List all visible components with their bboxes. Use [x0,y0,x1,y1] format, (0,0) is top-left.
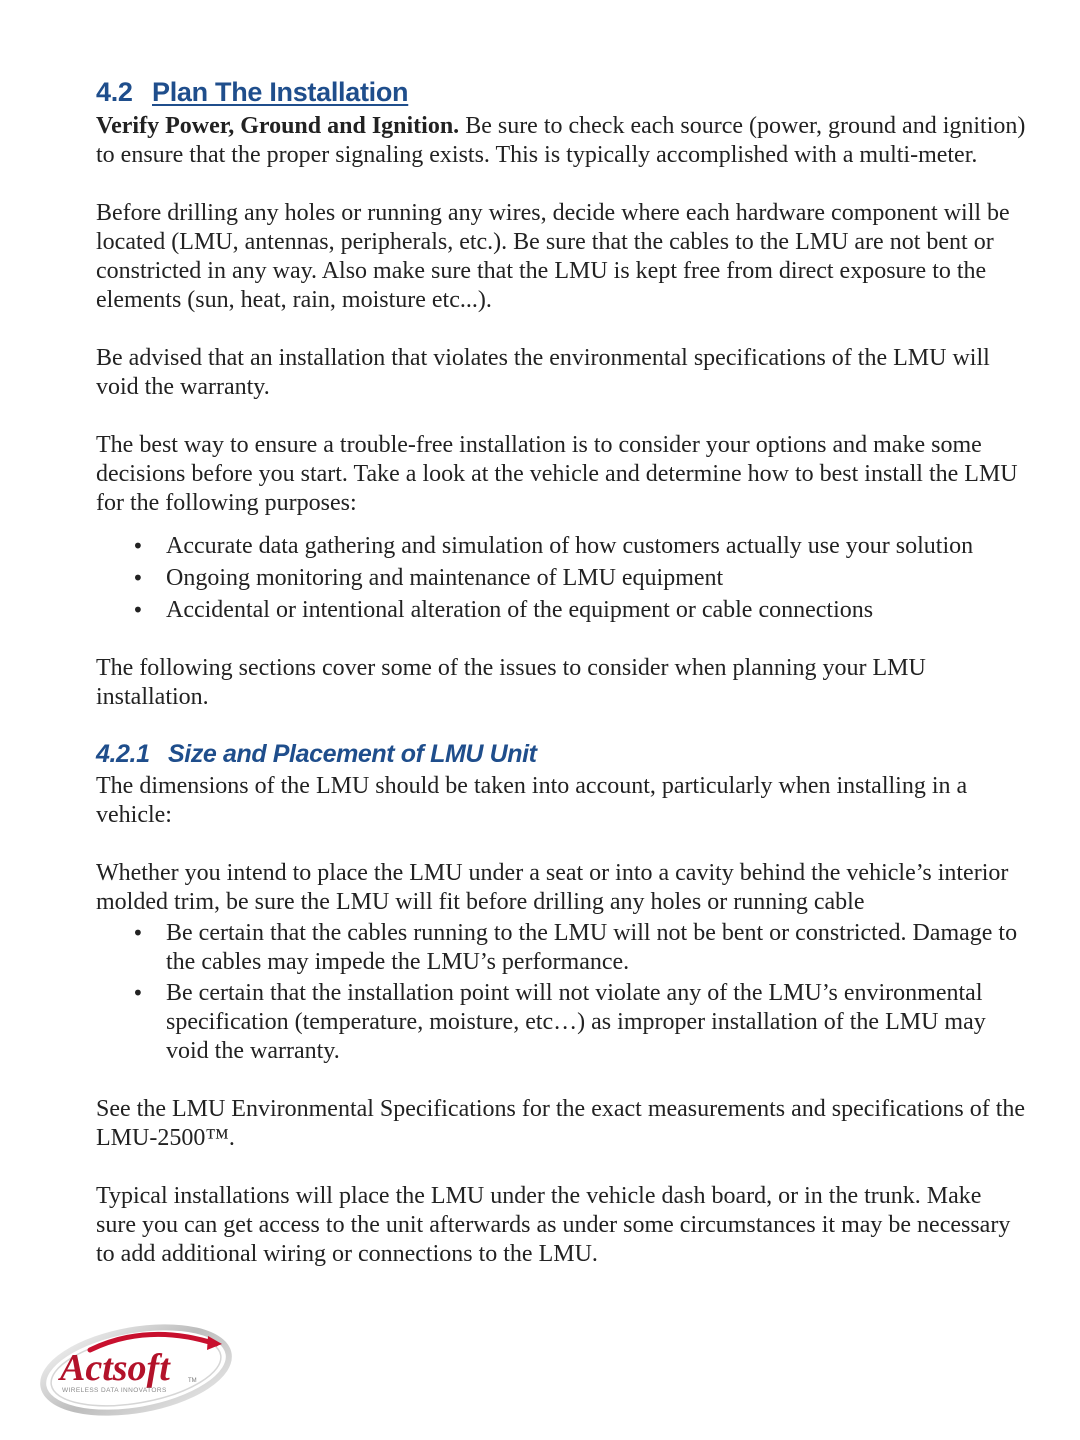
paragraph-best-way: The best way to ensure a trouble-free installation is to consider your options and make some decisions before you start. Take a look at the vehicle and determine how to best install the LMU for the following purposes: [96,432,1018,516]
paragraph-dimensions: The dimensions of the LMU should be taken into account, particularly when installing in a vehicle: [96,773,968,828]
logo-trademark: TM [188,1378,197,1384]
paragraph-following-sections: The following sections cover some of the issues to consider when planning your LMU installation. [96,655,926,710]
list-item: • Ongoing monitoring and maintenance of LMU equipment [96,564,1026,593]
list-item: • Be certain that the cables running to the LMU will not be bent or constricted. Damage to the cables may impede the LMU’s performance. [96,919,1026,977]
subsection-number: 4.2.1 [96,740,150,768]
purposes-list [96,532,1026,625]
paragraph-verify-power [96,112,1026,170]
paragraph-see-specs: See the LMU Environmental Specifications for the exact measurements and specifications of the LMU-2500™. [96,1096,1026,1151]
section-number: 4.2 [96,77,133,107]
subsection-title: Size and Placement of LMU Unit [168,740,537,768]
document-page [96,72,1026,1298]
paragraph-text: Be sure to check each source (power, ground and ignition) to ensure that the proper signaling exists. This is typically accomplished with a multi-meter. [96,113,1026,168]
subsection-heading [96,736,1026,772]
paragraph-whether: Whether you intend to place the LMU under a seat or into a cavity behind the vehicle’s interior molded trim, be sure the LMU will fit before drilling any holes or running cable [96,860,1009,915]
list-item: • Accurate data gathering and simulation of how customers actually use your solution [96,532,1026,561]
logo-brand-text: Actsoft [60,1347,170,1389]
section-heading [96,72,1026,112]
logo-tagline: WIRELESS DATA INNOVATORS [62,1387,167,1394]
section-title: Plan The Installation [152,77,409,107]
paragraph-before-drilling: Before drilling any holes or running any wires, decide where each hardware component will be located (LMU, antennas, peripherals, etc.). Be sure that the cables to the LMU are not bent or constricted in any way. Also make sure that the LMU is kept free from direct exposure to the elements (sun, heat, rain, moisture etc...). [96,200,1010,313]
list-item: • Be certain that the installation point will not violate any of the LMU’s environmental specification (temperature, moisture, etc…) as improper installation of the LMU may void the warranty. [96,979,1026,1066]
paragraph-lead-bold: Verify Power, Ground and Ignition. [96,113,460,139]
list-item: • Accidental or intentional alteration of the equipment or cable connections [96,596,1026,625]
actsoft-logo-graphic [38,1322,234,1418]
placement-list [96,919,1026,1066]
actsoft-logo [38,1322,234,1418]
paragraph-warranty-advice: Be advised that an installation that violates the environmental specifications of the LMU will void the warranty. [96,345,990,400]
paragraph-typical-installations: Typical installations will place the LMU under the vehicle dash board, or in the trunk. Make sure you can get access to the unit afterwards as under some circumstances it may be necessary to add additional wiring or connections to the LMU. [96,1183,1011,1267]
